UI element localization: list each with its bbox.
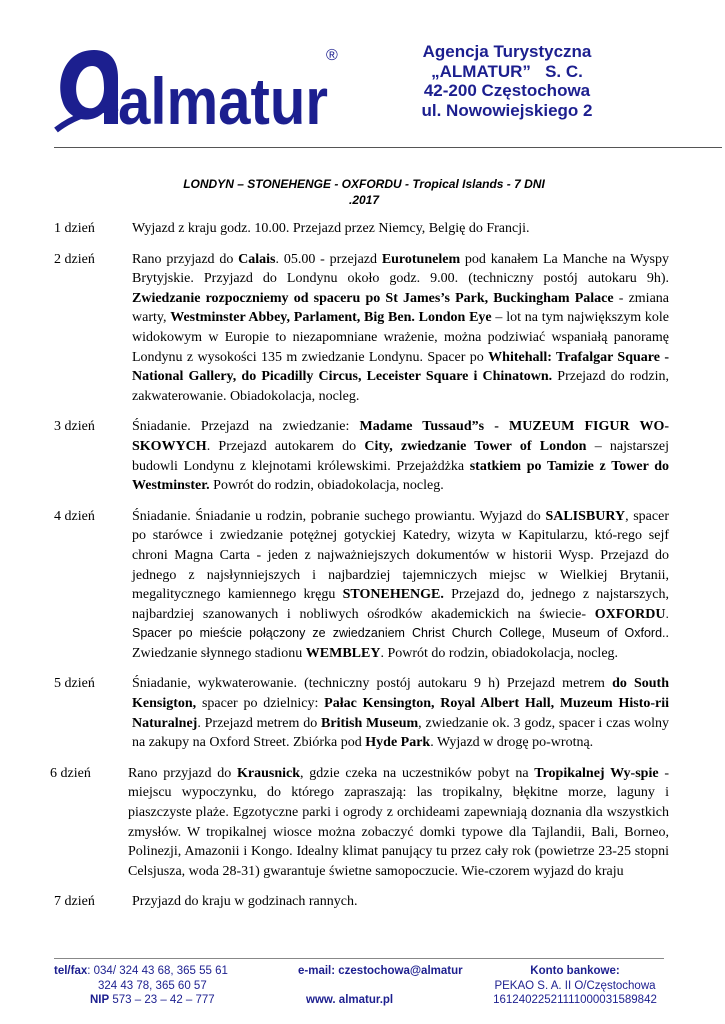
highlight-text: Krausnick: [237, 765, 301, 781]
day-description: [132, 892, 669, 912]
footer-bank: [486, 964, 664, 1008]
description-text: . Powrót do rodzin, obiadokolacja, nocleg.: [380, 645, 619, 661]
description-text: Śniadanie. Śniadanie u rodzin, pobranie suchego prowiantu. Wyjazd do: [132, 508, 546, 524]
description-text: Rano przyjazd do: [128, 765, 238, 781]
description-text: . Przejazd metrem do: [197, 715, 322, 731]
description-text: – najstarszej budowli Londynu z klejnotami królewskimi. Przejażdżka: [132, 438, 670, 474]
highlight-text: OXFORDU: [594, 606, 666, 622]
highlight-text: British Museum: [321, 715, 419, 731]
description-text: , spacer po starówce i zwiedzanie potężnej gotyckiej Katedry, wizyta w Kapitularzu, któ-rego sejf chroni Magna Carta - jeden z najważniejszych dokumentów w historii Wysp. Przejazd do jednego z najsłynniejszych i najbardziej tajemniczych miejsc w Wielkiej Brytanii, megalitycznego kamiennego kręgu: [132, 508, 669, 603]
registered-mark: ®: [326, 47, 338, 64]
nip-value: 573 – 23 – 42 – 777: [109, 994, 215, 1006]
description-text: Powrót do rodzin, obiadokolacja, nocleg.: [209, 478, 444, 494]
bank-account: 16124022521111000031589842: [493, 994, 657, 1006]
day-description: [132, 674, 669, 752]
description-text: . 05.00 - przejazd: [275, 251, 382, 267]
agency-line-3: 42-200 Częstochowa: [423, 81, 591, 100]
highlight-text: Hyde Park: [365, 735, 431, 751]
itinerary-day: [54, 417, 669, 495]
highlight-text: Madame Tussaud”s - MUZEUM FIGUR WO-SKOWYCH: [132, 419, 670, 454]
highlight-text: Calais: [238, 251, 276, 267]
highlight-text: STONEHENGE.: [342, 587, 444, 603]
bank-label: Konto bankowe:: [530, 965, 620, 977]
footer-contact: [54, 964, 254, 1008]
description-text: . Wyjazd w drogę po-wrotną.: [430, 735, 594, 751]
description-text: Przejazd do rodzin, zakwaterowanie. Obiadokolacja, nocleg.: [132, 369, 669, 404]
description-text: . Spacer po mieście połączony ze zwiedzaniem Christ Church College, Museum of Oxford.: [132, 606, 669, 641]
day-description: [128, 764, 669, 882]
day-label: 2 dzień: [54, 251, 95, 267]
description-text: Przejazd do, jednego z najstarszych, najbardziej szanowanych i nobliwych ośrodków akademickich na świecie-: [132, 587, 669, 622]
highlight-text: City, zwiedzanie Tower of London: [364, 438, 587, 454]
tel-value: : 034/ 324 43 68, 365 55 61: [87, 965, 228, 977]
almatur-logo: [54, 38, 344, 138]
highlight-text: statkiem po Tamizie z Tower do Westminster.: [132, 458, 669, 494]
description-text: . Przejazd autokarem do: [206, 438, 365, 454]
header-divider: [54, 147, 722, 148]
highlight-text: Pałac Kensington, Royal Albert Hall, Muzeum Histo-rii Naturalnej: [132, 696, 670, 731]
title-line-2: .2017: [348, 192, 380, 207]
description-text: Śniadanie, wykwaterowanie. (techniczny postój autokaru 9 h) Przejazd metrem: [132, 676, 613, 692]
website-link[interactable]: www. almatur.pl: [306, 994, 394, 1006]
day-label: 3 dzień: [54, 419, 95, 435]
email-link[interactable]: e-mail: czestochowa@almatur: [298, 965, 463, 977]
description-text: Wyjazd z kraju godz. 10.00. Przejazd przez Niemcy, Belgię do Francji.: [132, 221, 530, 236]
description-text: , gdzie czeka na uczestników pobyt na: [300, 765, 535, 781]
highlight-text: Eurotunelem: [381, 251, 461, 267]
day-label: 4 dzień: [54, 508, 95, 524]
title-line-1: LONDYN – STONEHENGE - OXFORDU - Tropical Islands - 7 DNI: [183, 177, 545, 191]
agency-line-4: ul. Nowowiejskiego 2: [421, 100, 593, 120]
highlight-text: Tropikalnej Wy-spie: [534, 765, 659, 781]
logo-text: almatur: [118, 64, 328, 138]
highlight-text: Whitehall: Trafalgar Square - National Gallery, do Picadilly Circus, Leceister Square i Chinatown.: [132, 349, 669, 385]
itinerary: [50, 219, 670, 923]
description-text: - zmiana warty,: [132, 290, 669, 326]
description-text: , zwiedzanie ok. 3 godz, spacer i czas wolny na zakupy na Oxford Street. Zbiórka pod: [132, 715, 670, 751]
document-title: [54, 177, 674, 208]
description-text: spacer po dzielnicy:: [196, 696, 325, 712]
description-text: Rano przyjazd do: [132, 251, 239, 267]
highlight-text: Westminster Abbey, Parlament, Big Ben. London Eye: [170, 310, 492, 326]
day-description: [132, 507, 669, 664]
day-label: 1 dzień: [54, 221, 95, 236]
agency-line-2: „ALMATUR” S. C.: [431, 61, 583, 81]
highlight-text: SALISBURY: [545, 508, 626, 524]
letterhead: [0, 0, 725, 148]
itinerary-day: [54, 892, 669, 912]
description-text: Przyjazd do kraju w godzinach rannych.: [132, 894, 358, 910]
bank-name: PEKAO S. A. II O/Częstochowa: [494, 979, 656, 992]
highlight-text: do South Kensigton,: [132, 676, 670, 712]
description-text: Śniadanie. Przejazd na zwiedzanie:: [132, 419, 360, 435]
agency-line-1: Agencja Turystyczna: [422, 42, 592, 61]
footer-web: [298, 964, 498, 1008]
highlight-text: WEMBLEY: [305, 645, 381, 661]
itinerary-day: [54, 507, 669, 664]
day-label: 5 dzień: [54, 676, 95, 692]
tel-value-2: 324 43 78, 365 60 57: [98, 979, 207, 992]
day-label: 6 dzień: [50, 765, 91, 781]
day-description: [132, 250, 669, 407]
tel-label: tel/fax: [54, 965, 88, 977]
day-label: 7 dzień: [54, 894, 95, 910]
description-text: pod kanałem La Manche na Wyspy Brytyjskie. Przyjazd do Londynu około godz. 9.00. (techniczny postój autokaru 9h).: [132, 251, 670, 287]
footer-divider: [54, 958, 664, 959]
itinerary-day: [54, 250, 669, 407]
description-text: – lot na tym największym kole widokowym w Europie to niezapomniane wrażenie, można podziwiać wspaniałą panoramę Londynu z wysokości 135 m zwiedzanie Londynu. Spacer po: [132, 310, 669, 365]
footer: [54, 964, 664, 1014]
day-description: [132, 219, 669, 239]
description-text: - miejscu wypoczynku, do którego zapraszają: las tropikalny, błękitne morze, laguny i piaszczyste plaże. Egzotyczne parki i ogrody z orchideami zapewniają doznania dla wszystkich zmysłów. W tropikalnej wiosce można zobaczyć domki typowe dla Tajlandii, Bali, Borneo, Polinezji, Amazonii i Kongo. Idealny klimat panujący tu przez cały rok (powietrze 23-25 stopni Celsjusza, woda 28-31) gwarantuje świetne samopoczucie. Wie-czorem wyjazd do kraju: [128, 765, 669, 879]
nip-label: NIP: [90, 994, 110, 1006]
agency-address: [378, 42, 636, 120]
description-text: . Zwiedzanie słynnego stadionu: [132, 626, 669, 661]
highlight-text: Zwiedzanie rozpoczniemy od spaceru po St James’s Park, Buckingham Palace: [132, 290, 614, 306]
itinerary-day: [50, 764, 669, 882]
itinerary-day: [54, 674, 669, 752]
day-description: [132, 417, 669, 495]
itinerary-day: [54, 219, 669, 239]
